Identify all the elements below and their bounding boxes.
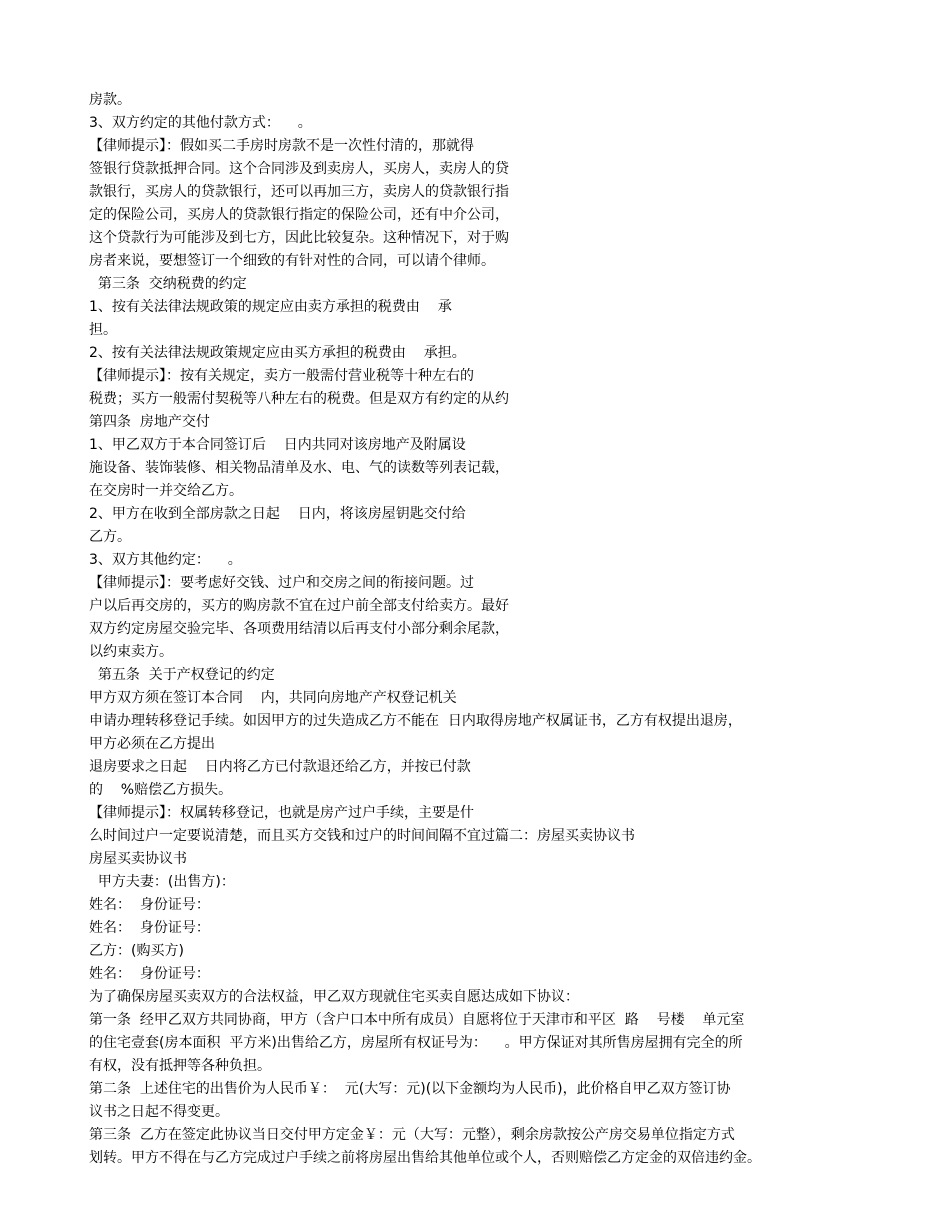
text-line: 第四条 房地产交付 [89,414,210,430]
text-line: 房款。 [89,92,131,108]
text-line: 担。 [89,322,117,338]
text-line: 3、双方约定的其他付款方式： 。 [89,115,312,131]
text-line: 税费；买方一般需付契税等八种左右的税费。但是双方有约定的从约 [89,391,509,407]
text-line: 1、按有关法律法规政策的规定应由卖方承担的税费由 承 [89,299,452,315]
text-line: 施设备、装饰装修、相关物品清单及水、电、气的读数等列表记载， [89,460,509,476]
text-line: 第三条 交纳税费的约定 [89,276,247,292]
text-line: 户以后再交房的，买方的购房款不宜在过户前全部支付给卖方。最好 [89,598,509,614]
text-line: 申请办理转移登记手续。如因甲方的过失造成乙方不能在 日内取得房地产权属证书，乙方有权提出退房， [89,713,742,729]
text-line: 3、双方其他约定： 。 [89,552,242,568]
text-line: 房屋买卖协议书 [89,851,187,867]
text-line: 【律师提示】：要考虑好交钱、过户和交房之间的衔接问题。过 [89,575,474,591]
text-line: 【律师提示】：权属转移登记，也就是房产过户手续，主要是什 [89,805,474,821]
text-line: 姓名： 身份证号： [89,920,210,936]
text-line: 第一条 经甲乙双方共同协商，甲方（含户口本中所有成员）自愿将位于天津市和平区 路 号楼 单元室 [89,1012,745,1028]
text-line: 1、甲乙双方于本合同签订后 日内共同对该房地产及附属设 [89,437,466,453]
text-line: 甲方必须在乙方提出 [89,736,215,752]
text-line: 甲方夫妻：(出售方)： [89,874,235,890]
text-line: 么时间过户一定要说清楚，而且买方交钱和过户的时间间隔不宜过篇二：房屋买卖协议书 [89,828,635,844]
text-line: 议书之日起不得变更。 [89,1104,229,1120]
text-line: 双方约定房屋交验完毕、各项费用结清以后再支付小部分剩余尾款， [89,621,509,637]
text-line: 划转。甲方不得在与乙方完成过户手续之前将房屋出售给其他单位或个人，否则赔偿乙方定金的双倍违约金。 [89,1150,761,1166]
text-line: 退房要求之日起 日内将乙方已付款退还给乙方，并按已付款 [89,759,471,775]
text-line: 款银行，买房人的贷款银行，还可以再加三方，卖房人的贷款银行指 [89,184,509,200]
text-line: 定的保险公司，买房人的贷款银行指定的保险公司，还有中介公司， [89,207,509,223]
text-line: 甲方双方须在签订本合同 内，共同向房地产产权登记机关 [89,690,457,706]
text-line: 2、按有关法律法规政策规定应由买方承担的税费由 承担。 [89,345,466,361]
text-line: 2、甲方在收到全部房款之日起 日内，将该房屋钥匙交付给 [89,506,466,522]
text-line: 在交房时一并交给乙方。 [89,483,243,499]
text-line: 第二条 上述住宅的出售价为人民币￥： 元(大写：元)(以下金额均为人民币)，此价格自甲乙双方签订协 [89,1081,731,1097]
text-line: 乙方。 [89,529,131,545]
text-line: 姓名： 身份证号： [89,966,210,982]
text-line: 【律师提示】：按有关规定，卖方一般需付营业税等十种左右的 [89,368,474,384]
text-line: 有权，没有抵押等各种负担。 [89,1058,271,1074]
text-line: 第五条 关于产权登记的约定 [89,667,275,683]
text-line: 姓名： 身份证号： [89,897,210,913]
text-line: 的住宅壹套(房本面积 平方米)出售给乙方，房屋所有权证号为： 。甲方保证对其所售房屋拥有完全的所 [89,1035,743,1051]
text-line: 为了确保房屋买卖双方的合法权益，甲乙双方现就住宅买卖自愿达成如下协议： [89,989,579,1005]
text-line: 乙方：(购买方) [89,943,184,959]
text-line: 第三条 乙方在签定此协议当日交付甲方定金￥：元（大写：元整），剩余房款按公产房交易单位指定方式 [89,1127,735,1143]
text-line: 房者来说，要想签订一个细致的有针对性的合同，可以请个律师。 [89,253,495,269]
text-line: 的 %赔偿乙方损失。 [89,782,233,798]
document-body [89,89,879,1170]
text-line: 这个贷款行为可能涉及到七方，因此比较复杂。这种情况下，对于购 [89,230,509,246]
text-line: 以约束卖方。 [89,644,173,660]
text-line: 【律师提示】：假如买二手房时房款不是一次性付清的，那就得 [89,138,474,154]
text-line: 签银行贷款抵押合同。这个合同涉及到卖房人，买房人，卖房人的贷 [89,161,509,177]
